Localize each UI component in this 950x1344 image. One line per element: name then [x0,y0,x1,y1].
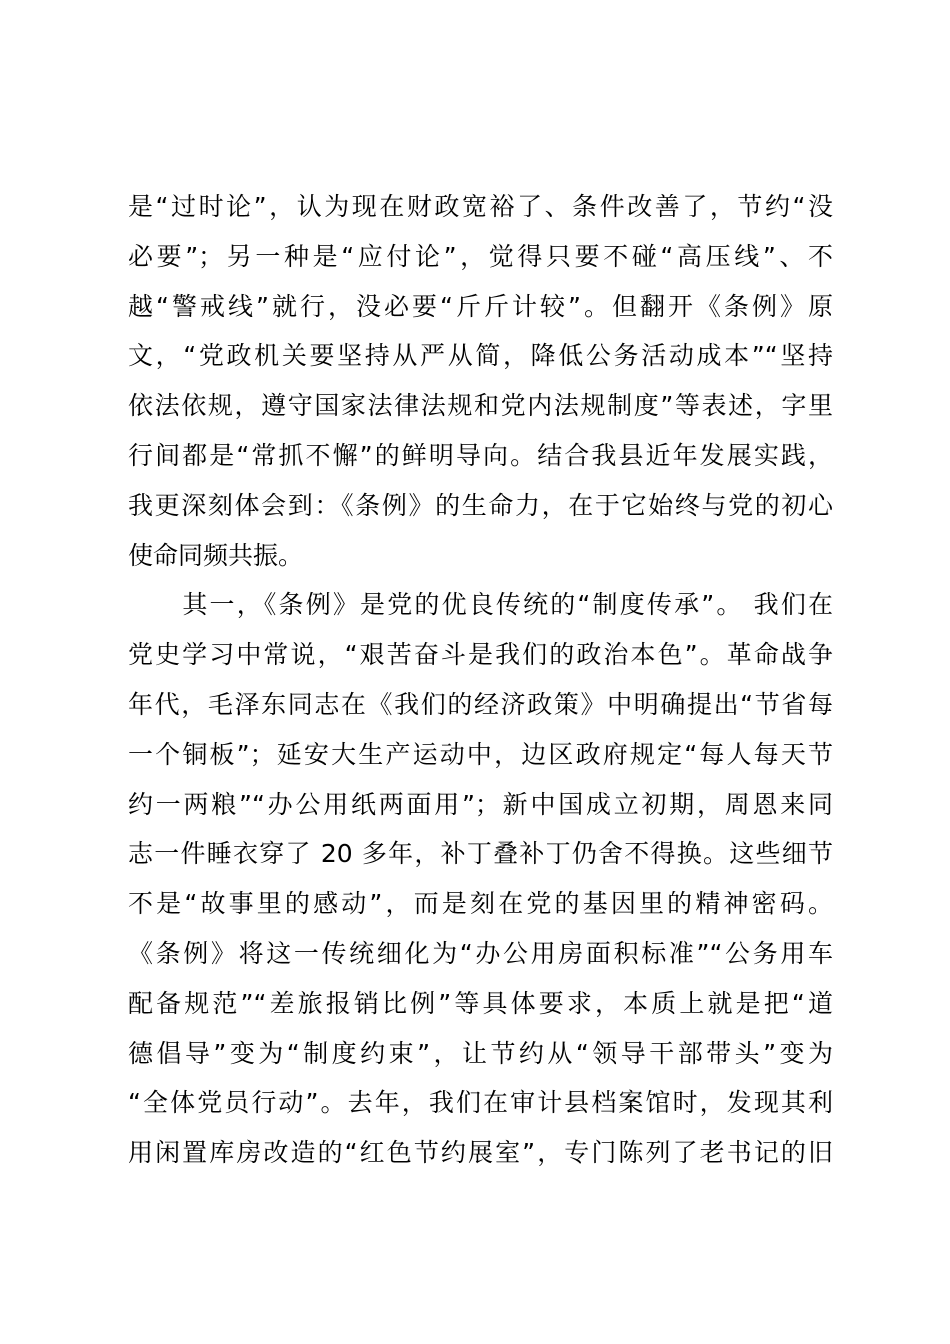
text-line: 依法依规，遵守国家法律法规和党内法规制度”等表述，字里 [128,391,833,421]
text-line: 我更深刻体会到：《条例》的生命力，在于它始终与党的初心 [128,490,833,520]
text-line: 文，“党政机关要坚持从严从简，降低公务活动成本”“坚持 [128,341,833,371]
text-line: 党史学习中常说，“艰苦奋斗是我们的政治本色”。革命战争 [128,640,833,670]
text-line: 是“过时论”，认为现在财政宽裕了、条件改善了，节约“没 [128,192,833,221]
text-line: 其一，《条例》是党的优良传统的“制度传承”。 我们在 [128,590,833,620]
text-line: 必要”；另一种是“应付论”，觉得只要不碰“高压线”、不 [128,241,833,271]
text-line: 志一件睡衣穿了 20 多年，补丁叠补丁仍舍不得换。这些细节 [128,839,833,869]
body-text [128,182,833,1178]
text-line: 一个铜板”；延安大生产运动中，边区政府规定“每人每天节 [128,739,833,769]
text-line: “全体党员行动”。去年，我们在审计县档案馆时，发现其利 [128,1088,833,1118]
text-line: 《条例》将这一传统细化为“办公用房面积标准”“公务用车 [128,938,833,968]
text-line: 越“警戒线”就行，没必要“斤斤计较”。但翻开《条例》原 [128,291,833,321]
text-line: 用闲置库房改造的“红色节约展室”，专门陈列了老书记的旧 [128,1138,833,1168]
text-line: 不是“故事里的感动”，而是刻在党的基因里的精神密码。 [128,889,833,919]
text-line: 行间都是“常抓不懈”的鲜明导向。结合我县近年发展实践， [128,440,833,470]
text-line: 使命同频共振。 [128,540,304,570]
text-line: 配备规范”“差旅报销比例”等具体要求，本质上就是把“道 [128,988,833,1018]
text-line: 约一两粮”“办公用纸两面用”；新中国成立初期，周恩来同 [128,789,833,819]
text-line: 年代，毛泽东同志在《我们的经济政策》中明确提出“节省每 [128,689,833,719]
text-line: 德倡导”变为“制度约束”，让节约从“领导干部带头”变为 [128,1038,833,1068]
